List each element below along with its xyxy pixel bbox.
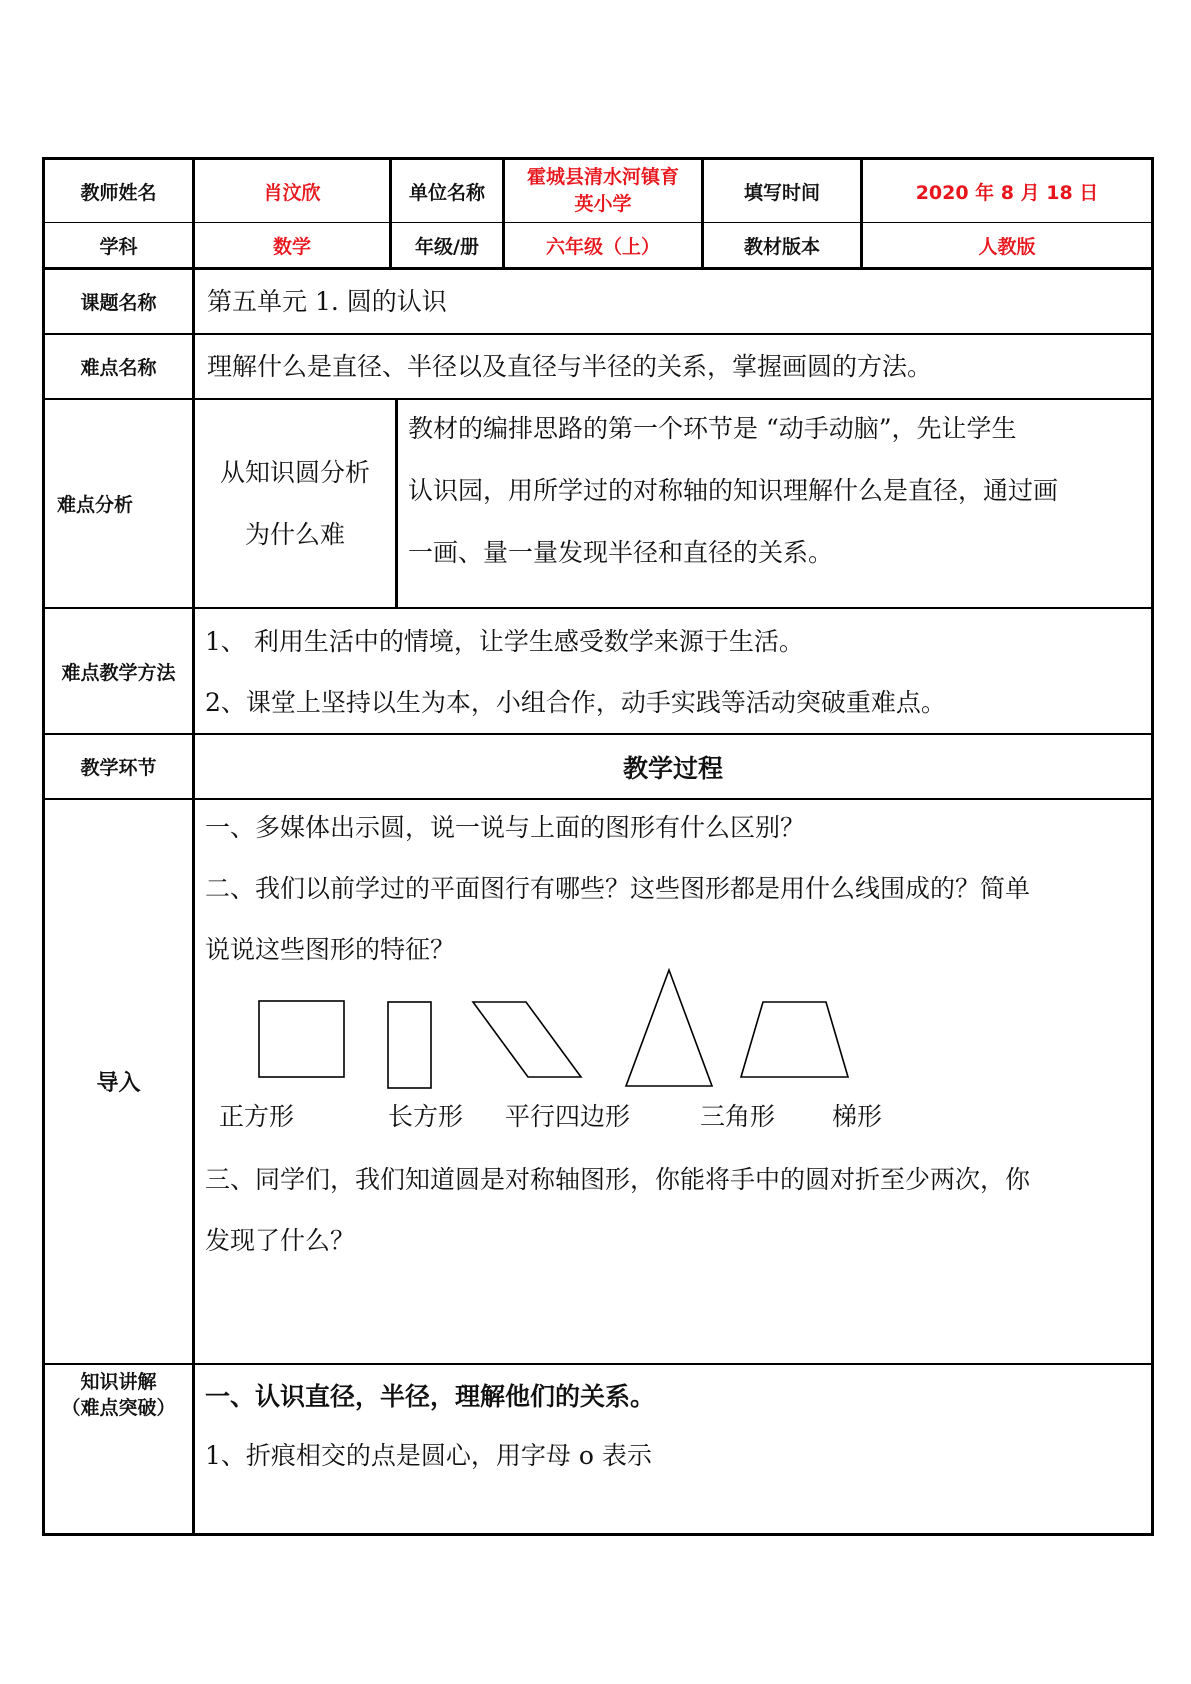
table-border-right (1151, 157, 1154, 1536)
fill-time-label: 填写时间 (743, 181, 820, 204)
subject-label: 学科 (99, 235, 138, 258)
shape-label-parallelogram: 平行四边形 (505, 1102, 631, 1131)
knowledge-heading: 一、认识直径，半径，理解他们的关系。 (205, 1382, 656, 1411)
rectangle-shape (388, 1002, 431, 1088)
table-rule (395, 398, 398, 609)
process-label: 教学环节 (80, 757, 157, 779)
lesson-plan-table (42, 157, 1154, 1536)
difficulty-value: 理解什么是直径、半径以及直径与半径的关系，掌握画圆的方法。 (207, 351, 933, 381)
triangle-shape (626, 970, 712, 1086)
difficulty-label: 难点名称 (80, 357, 157, 379)
unit-value (505, 160, 701, 222)
parallelogram-shape (473, 1002, 581, 1077)
shape-label-triangle: 三角形 (700, 1102, 776, 1131)
subject-value: 数学 (272, 235, 311, 258)
intro-line-2: 二、我们以前学过的平面图行有哪些？这些图形都是用什么线围成的？简单 (205, 874, 1031, 903)
knowledge-line-1: 1、折痕相交的点是圆心，用字母 o 表示 (205, 1441, 652, 1470)
intro-line-5: 发现了什么？ (205, 1226, 356, 1255)
method-line-1: 1、 利用生活中的情境，让学生感受数学来源于生活。 (205, 627, 804, 656)
teacher-value: 肖汶欣 (263, 181, 321, 204)
grade-label: 年级/册 (415, 235, 479, 258)
method-label: 难点教学方法 (61, 661, 176, 684)
analysis-sub-label (195, 400, 395, 607)
shape-label-square: 正方形 (219, 1102, 295, 1131)
teacher-label: 教师姓名 (80, 181, 157, 204)
analysis-line-1: 教材的编排思路的第一个环节是 “动手动脑”，先让学生 (408, 414, 1017, 443)
analysis-sub-label-line2: 为什么难 (244, 519, 345, 549)
analysis-line-3: 一画、量一量发现半径和直径的关系。 (408, 538, 834, 567)
unit-value-line2: 英小学 (574, 193, 632, 215)
square-shape (259, 1001, 344, 1077)
analysis-line-2: 认识园，用所学过的对称轴的知识理解什么是直径，通过画 (408, 476, 1059, 505)
knowledge-label-line2: （难点突破） (61, 1397, 176, 1419)
trapezoid-shape (741, 1002, 848, 1077)
analysis-label: 难点分析 (56, 494, 133, 516)
intro-label: 导入 (96, 1071, 141, 1096)
table-rule (42, 607, 1154, 609)
table-rule (42, 1363, 1154, 1365)
topic-value: 第五单元 1. 圆的认识 (207, 286, 447, 316)
topic-label: 课题名称 (80, 292, 157, 314)
intro-line-4: 三、同学们，我们知道圆是对称轴图形，你能将手中的圆对折至少两次，你 (205, 1165, 1031, 1194)
fill-time-value: 2020 年 8 月 18 日 (915, 181, 1099, 204)
unit-value-line1: 霍城县清水河镇育 (526, 166, 679, 188)
edition-label: 教材版本 (743, 235, 820, 258)
knowledge-label (45, 1365, 192, 1425)
shape-label-rectangle: 长方形 (388, 1102, 464, 1131)
method-line-2: 2、课堂上坚持以生为本，小组合作，动手实践等活动突破重难点。 (205, 688, 946, 717)
table-rule (42, 798, 1154, 800)
edition-value: 人教版 (978, 235, 1036, 258)
table-border-bottom (42, 1533, 1154, 1536)
intro-line-3: 说说这些图形的特征？ (205, 935, 456, 964)
intro-line-1: 一、多媒体出示圆，说一说与上面的图形有什么区别？ (205, 813, 806, 842)
process-heading: 教学过程 (622, 753, 723, 783)
shape-label-trapezoid: 梯形 (832, 1102, 883, 1131)
grade-value: 六年级（上） (545, 235, 660, 258)
analysis-sub-label-line1: 从知识圆分析 (219, 457, 370, 487)
unit-label: 单位名称 (408, 181, 485, 204)
knowledge-label-line1: 知识讲解 (80, 1371, 157, 1393)
